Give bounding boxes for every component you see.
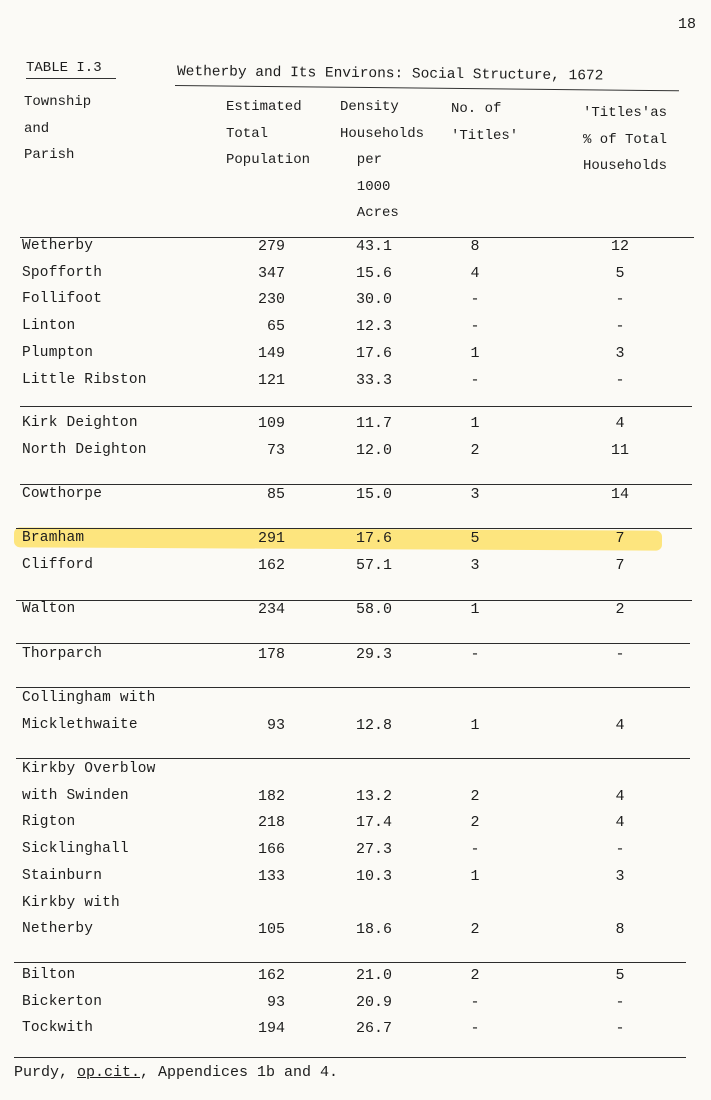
- row-name: Walton: [22, 601, 76, 617]
- row-name: with Swinden: [22, 787, 129, 804]
- row-population: 121: [257, 371, 285, 389]
- row-percent: 11: [610, 441, 629, 459]
- row-density: 57.1: [355, 556, 392, 574]
- row-percent: -: [615, 841, 625, 859]
- row-percent: 3: [615, 867, 625, 885]
- table-label-underline: [26, 78, 116, 79]
- row-percent: -: [615, 993, 625, 1011]
- table-title: Wetherby and Its Environs: Social Structure, 1672: [176, 64, 604, 85]
- row-population: 105: [257, 921, 285, 939]
- row-name: Sicklinghall: [22, 841, 129, 858]
- row-population: 149: [257, 344, 285, 362]
- row-name: Linton: [22, 318, 76, 335]
- row-name: Collingham with: [22, 690, 156, 706]
- row-population: 347: [257, 264, 285, 282]
- row-population: 65: [266, 318, 285, 336]
- row-name: Stainburn: [22, 867, 103, 884]
- row-density: 27.3: [355, 841, 392, 859]
- row-percent: 14: [610, 486, 629, 503]
- row-percent: 12: [610, 238, 629, 255]
- row-population: 178: [257, 646, 285, 663]
- header-density: Density Households per 1000 Acres: [340, 99, 425, 221]
- row-population: 133: [257, 867, 285, 885]
- row-density: 29.3: [355, 646, 392, 663]
- row-population: 230: [257, 291, 285, 309]
- row-density: 17.6: [355, 344, 392, 362]
- row-population: 93: [266, 993, 285, 1011]
- row-density: 21.0: [355, 967, 392, 984]
- row-titles: 5: [470, 530, 480, 547]
- row-titles: -: [470, 646, 480, 663]
- row-density: 26.7: [355, 1020, 392, 1038]
- row-titles: 3: [470, 486, 480, 503]
- row-density: 20.9: [355, 993, 392, 1011]
- row-population: 93: [266, 716, 285, 734]
- row-titles: 2: [470, 441, 480, 459]
- table-rule: [16, 758, 690, 759]
- row-percent: -: [615, 646, 625, 663]
- row-name: Follifoot: [22, 291, 103, 308]
- header-population: Estimated Total Population: [226, 99, 311, 168]
- row-name: Little Ribston: [22, 371, 147, 388]
- page-number: 18: [678, 16, 697, 33]
- row-population: 218: [257, 814, 285, 832]
- row-titles: -: [470, 1020, 480, 1038]
- row-titles: 1: [470, 867, 480, 885]
- row-name: Bilton: [22, 967, 76, 983]
- row-density: 17.6: [355, 530, 392, 547]
- row-titles: -: [470, 993, 480, 1011]
- row-percent: 7: [615, 556, 625, 574]
- row-density: 15.6: [355, 264, 392, 282]
- row-name: Wetherby: [22, 238, 94, 254]
- row-density: 12.0: [355, 441, 392, 459]
- row-density: 58.0: [355, 601, 392, 618]
- table-rule: [16, 687, 690, 688]
- row-population: 234: [257, 601, 285, 618]
- row-percent: 4: [615, 814, 625, 832]
- row-titles: 2: [470, 787, 480, 805]
- row-population: 291: [257, 530, 285, 547]
- row-density: 43.1: [355, 238, 392, 255]
- row-density: 15.0: [355, 486, 392, 503]
- row-percent: 3: [615, 344, 625, 362]
- table-rule: [14, 1057, 686, 1058]
- row-population: 109: [257, 415, 285, 432]
- row-name: Bramham: [22, 530, 85, 546]
- row-name: Micklethwaite: [22, 716, 138, 733]
- row-name: Netherby: [22, 921, 94, 938]
- row-density: 11.7: [355, 415, 392, 432]
- row-population: 194: [257, 1020, 285, 1038]
- row-name: Kirkby with: [22, 894, 120, 911]
- row-percent: 4: [615, 787, 625, 805]
- row-population: 279: [257, 238, 285, 255]
- header-percent: 'Titles'as % of Total Households: [583, 105, 668, 174]
- row-titles: 1: [470, 415, 480, 432]
- row-titles: 2: [470, 814, 480, 832]
- row-population: 162: [257, 556, 285, 574]
- footnote-citation: op.cit.: [77, 1064, 141, 1081]
- row-population: 85: [266, 486, 285, 503]
- row-titles: 1: [470, 344, 480, 362]
- row-population: 182: [257, 787, 285, 805]
- row-density: 17.4: [355, 814, 392, 832]
- row-percent: 5: [615, 264, 625, 282]
- footnote: [14, 1064, 338, 1081]
- row-name: Cowthorpe: [22, 486, 103, 502]
- table-rule: [16, 643, 690, 644]
- row-name: Clifford: [22, 556, 94, 573]
- row-titles: 3: [470, 556, 480, 574]
- row-density: 30.0: [355, 291, 392, 309]
- row-percent: 5: [615, 967, 625, 984]
- row-percent: 2: [615, 601, 625, 618]
- row-titles: 4: [470, 264, 480, 282]
- header-township: Township and Parish: [24, 94, 92, 163]
- row-density: 13.2: [355, 787, 392, 805]
- row-percent: -: [615, 291, 625, 309]
- row-titles: -: [470, 291, 480, 309]
- header-titles: No. of 'Titles': [451, 101, 519, 144]
- row-titles: 2: [470, 921, 480, 939]
- table-title-underline: [175, 85, 679, 92]
- row-density: 18.6: [355, 921, 392, 939]
- row-name: Kirkby Overblow: [22, 761, 156, 777]
- row-titles: -: [470, 841, 480, 859]
- table-rule: [14, 962, 686, 963]
- row-percent: 4: [615, 716, 625, 734]
- row-name: Kirk Deighton: [22, 415, 138, 431]
- table-label: TABLE I.3: [26, 60, 102, 76]
- row-percent: -: [615, 1020, 625, 1038]
- row-titles: 1: [470, 716, 480, 734]
- row-titles: -: [470, 371, 480, 389]
- row-population: 166: [257, 841, 285, 859]
- row-percent: -: [615, 371, 625, 389]
- row-percent: -: [615, 318, 625, 336]
- row-titles: 8: [470, 238, 480, 255]
- row-percent: 4: [615, 415, 625, 432]
- row-titles: 1: [470, 601, 480, 618]
- row-population: 73: [266, 441, 285, 459]
- row-name: Spofforth: [22, 264, 103, 281]
- row-density: 33.3: [355, 371, 392, 389]
- row-density: 10.3: [355, 867, 392, 885]
- row-name: Bickerton: [22, 993, 103, 1010]
- footnote-prefix: Purdy,: [14, 1064, 78, 1081]
- row-name: Plumpton: [22, 344, 94, 361]
- row-titles: 2: [470, 967, 480, 984]
- row-density: 12.3: [355, 318, 392, 336]
- row-population: 162: [257, 967, 285, 984]
- footnote-suffix: , Appendices 1b and 4.: [140, 1064, 339, 1081]
- row-name: Rigton: [22, 814, 76, 831]
- row-name: North Deighton: [22, 441, 147, 458]
- row-percent: 8: [615, 921, 625, 939]
- row-density: 12.8: [355, 716, 392, 734]
- row-name: Thorparch: [22, 646, 103, 662]
- table-rule: [20, 406, 692, 407]
- row-titles: -: [470, 318, 480, 336]
- row-percent: 7: [615, 530, 625, 547]
- row-name: Tockwith: [22, 1020, 94, 1037]
